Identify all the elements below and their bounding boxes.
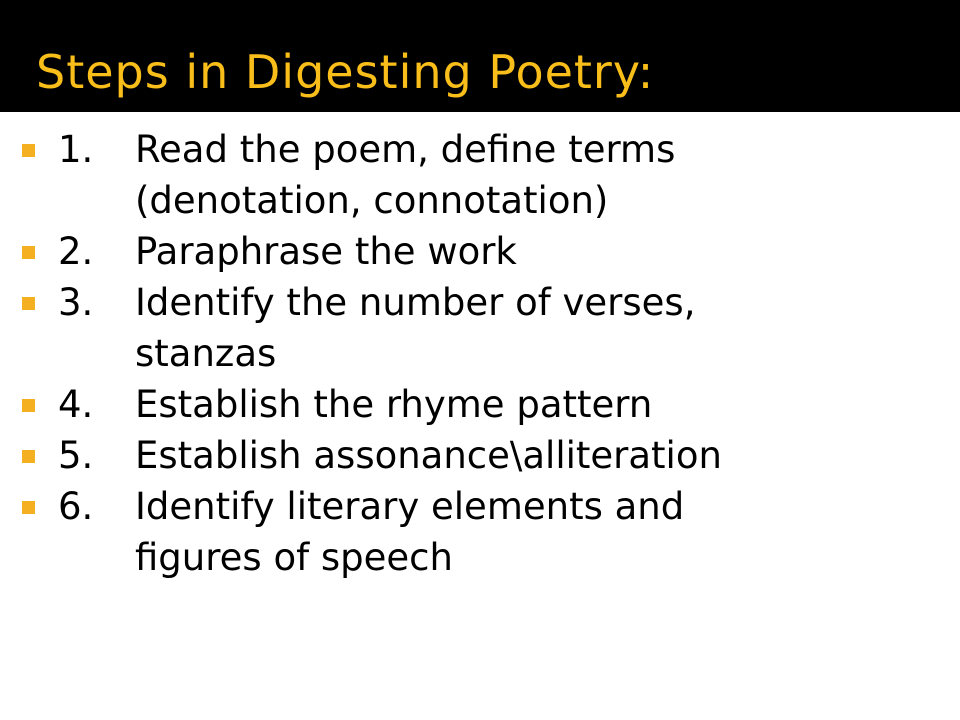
item-number: 3.: [58, 281, 94, 324]
bullet-line: [58, 481, 952, 532]
item-indent: [58, 175, 135, 226]
bullet-item: [22, 124, 952, 226]
bullet-line: [58, 175, 952, 226]
item-text: stanzas: [135, 332, 277, 375]
item-text: Identify literary elements and: [135, 485, 685, 528]
bullet-list: [22, 124, 952, 583]
item-number: 2.: [58, 230, 94, 273]
bullet-line: [58, 532, 952, 583]
square-bullet-icon: [22, 399, 35, 412]
square-bullet-icon: [22, 297, 35, 310]
bullet-item: [22, 379, 952, 430]
item-text: Paraphrase the work: [135, 230, 517, 273]
item-number: 4.: [58, 383, 94, 426]
item-indent: [58, 532, 135, 583]
square-bullet-icon: [22, 144, 35, 157]
bullet-item: [22, 226, 952, 277]
item-text: Establish assonance\alliteration: [135, 434, 722, 477]
item-number: 5.: [58, 434, 94, 477]
item-text: Establish the rhyme pattern: [135, 383, 653, 426]
bullet-line: [58, 328, 952, 379]
bullet-line: [58, 226, 952, 277]
item-text: (denotation, connotation): [135, 179, 609, 222]
bullet-line: [58, 430, 952, 481]
item-text: Identify the number of verses,: [135, 281, 696, 324]
bullet-item: [22, 481, 952, 583]
bullet-item: [22, 277, 952, 379]
item-text: Read the poem, define terms: [135, 128, 676, 171]
item-text: figures of speech: [135, 536, 453, 579]
item-number: 6.: [58, 485, 94, 528]
bullet-line: [58, 124, 952, 175]
square-bullet-icon: [22, 501, 35, 514]
item-number: 1.: [58, 128, 94, 171]
bullet-line: [58, 379, 952, 430]
square-bullet-icon: [22, 450, 35, 463]
item-indent: [58, 328, 135, 379]
bullet-item: [22, 430, 952, 481]
square-bullet-icon: [22, 246, 35, 259]
slide-title: Steps in Digesting Poetry:: [36, 45, 655, 99]
bullet-line: [58, 277, 952, 328]
